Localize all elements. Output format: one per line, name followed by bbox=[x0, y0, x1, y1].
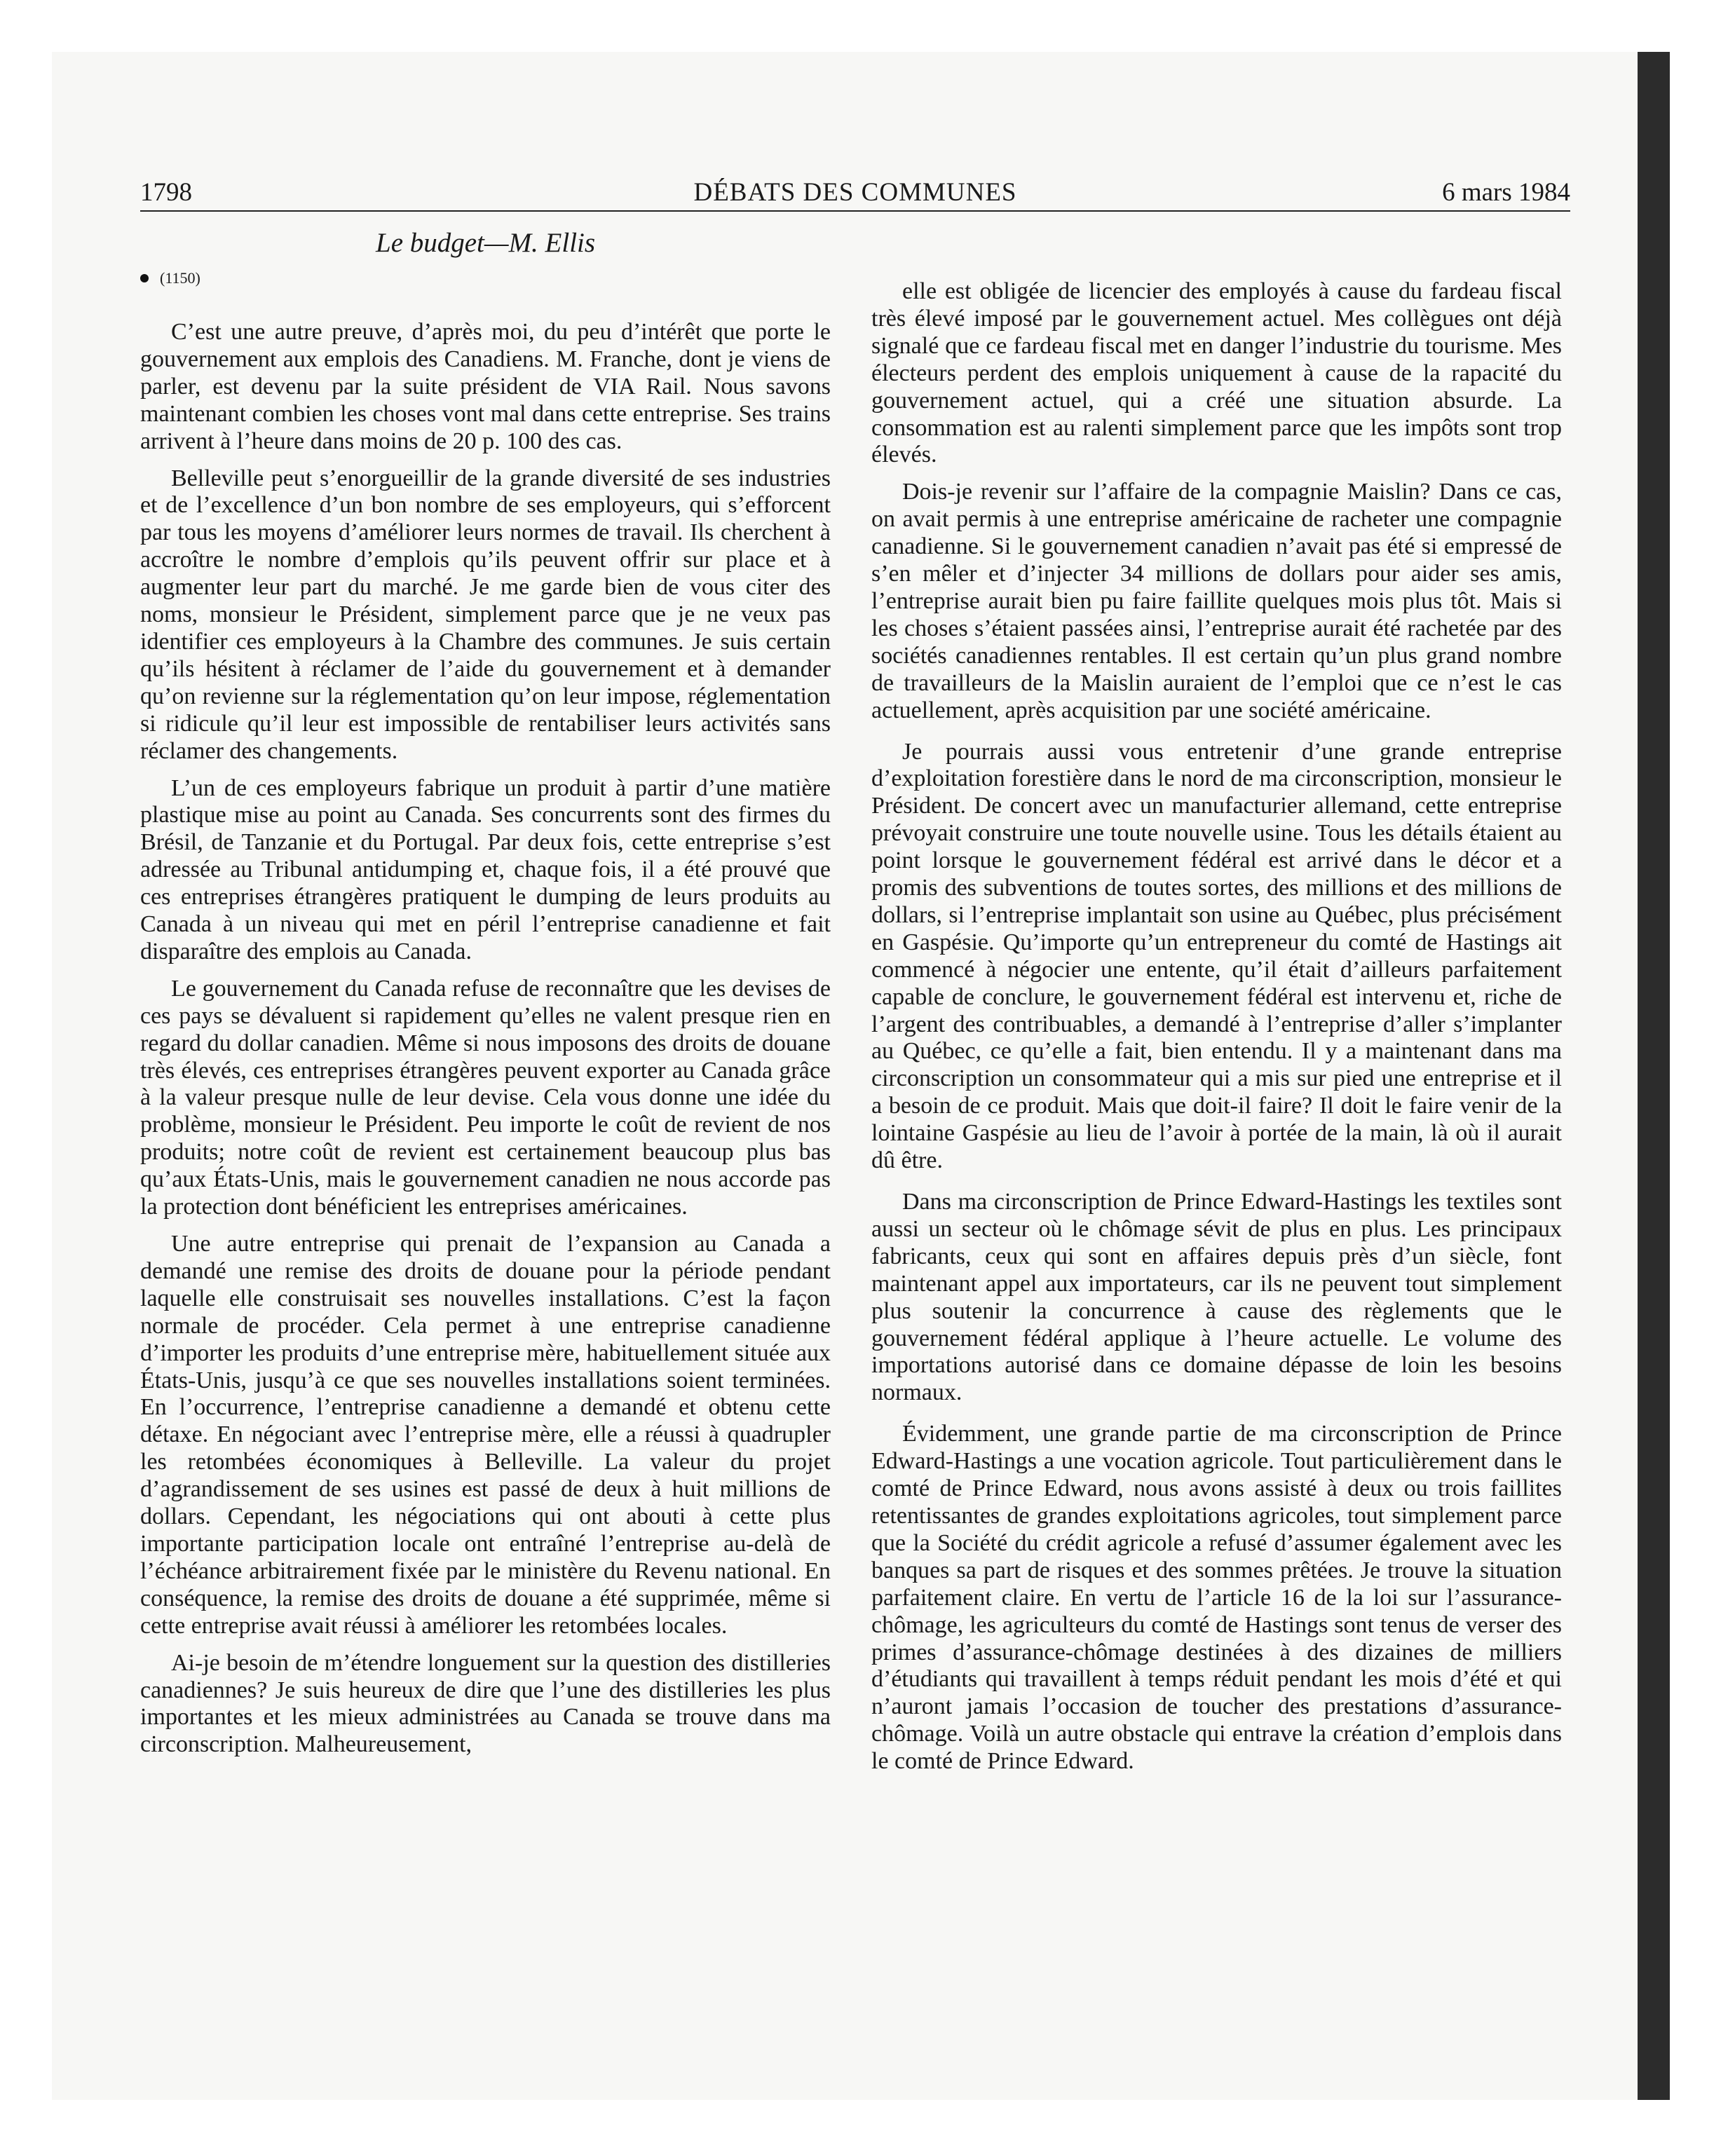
paragraph: Dois-je revenir sur l’affaire de la compagnie Maislin? Dans ce cas, on avait permis à une entreprise américaine de racheter une compagnie canadienne. Si le gouvernement canadien n’avait pas été si empressé de s’en mêler et d’injecter 34 millions de dollars pour aider ses amis, l’entreprise aurait bien pu faire faillite quelques mois plus tôt. Mais si les choses s’étaient passées ainsi, l’entreprise aurait été rachetée par des sociétés canadiennes rentables. Il est certain qu’un plus grand nombre de travailleurs de la Maislin auraient de l’emploi que ce n’est le cas actuellement, après acquisition par une société américaine. bbox=[871, 479, 1562, 723]
paragraph: Une autre entreprise qui prenait de l’expansion au Canada a demandé une remise des droits de douane pour la période pendant laquelle elle construisait ses nouvelles installations. C’est la façon normale de procéder. Cela permet à une entreprise canadienne d’importer les produits d’une entreprise mère, habituellement située aux États-Unis, jusqu’à ce que ses nouvelles installations soient terminées. En l’occurrence, l’entreprise canadienne a demandé et obtenu cette détaxe. En négociant avec l’entreprise mère, elle a réussi à quadrupler les retombées économiques à Belleville. La valeur du projet d’agrandissement de ses usines est passé de deux à huit millions de dollars. Cependant, les négociations qui ont abouti à cette plus importante participation locale ont entraîné l’entreprise au-delà de l’échéance arbitrairement fixée par le ministère du Revenu national. En conséquence, la remise des droits de douane a été supprimée, même si cette entreprise avait réussi à améliorer les retombées locales. bbox=[140, 1231, 831, 1639]
issue-date: 6 mars 1984 bbox=[1442, 178, 1570, 207]
paragraph: Évidemment, une grande partie de ma circonscription de Prince Edward-Hastings a une vocation agricole. Tout particulièrement dans le comté de Prince Edward, nous avons assisté à deux ou trois faillites retentissantes de grandes exploitations agricoles, tout simplement parce que la Société du crédit agricole a refusé d’assumer également avec les banques sa part de risques et des sommes prêtées. Je trouve la situation parfaitement claire. En vertu de l’article 16 de la loi sur l’assurance-chômage, les agriculteurs du comté de Hastings sont tenus de verser des primes d’assurance-chômage destinées à des dizaines de milliers d’étudiants qui travaillent à temps réduit pendant les mois d’été et qui n’auront jamais l’occasion de toucher des prestations d’assurance-chômage. Voilà un autre obstacle qui entrave la création d’emplois dans le comté de Prince Edward. bbox=[871, 1421, 1562, 1775]
paragraph: Ai-je besoin de m’étendre longuement sur la question des distilleries canadiennes? Je suis heureux de dire que l’une des distilleries les plus importantes et les mieux administrées au Canada se trouve dans ma circonscription. Malheureusement, bbox=[140, 1649, 831, 1758]
page-number: 1798 bbox=[140, 178, 192, 207]
bullet-icon bbox=[140, 274, 149, 282]
paragraph: L’un de ces employeurs fabrique un produit à partir d’une matière plastique mise au point au Canada. Ses concurrents sont des firmes du Brésil, de Tanzanie et du Portugal. Par deux fois, cette entreprise s’est adressée au Tribunal antidumping et, chaque fois, il a été prouvé que ces entreprises étrangères pratiquent le dumping de leurs produits au Canada à un niveau qui met en péril l’entreprise canadienne et fait disparaître des emplois au Canada. bbox=[140, 775, 831, 964]
running-header bbox=[140, 175, 1570, 212]
time-marker-label: (1150) bbox=[160, 269, 200, 287]
paragraph: Belleville peut s’enorgueillir de la grande diversité de ses industries et de l’excellence d’un bon nombre de ses employeurs, qui s’efforcent par tous les moyens d’améliorer leurs normes de travail. Ils cherchent à accroître le nombre d’emplois qu’ils peuvent offrir sur place et à augmenter leur part du marché. Je me garde bien de vous citer des noms, monsieur le Président, simplement parce que je ne veux pas identifier ces employeurs à la Chambre des communes. Je suis certain qu’ils hésitent à réclamer de l’aide du gouvernement et à demander qu’on revienne sur la réglementation qu’on leur impose, réglementation si ridicule qu’il leur est impossible de rentabiliser leurs activités sans réclamer des changements. bbox=[140, 465, 831, 764]
left-column bbox=[140, 319, 831, 1768]
scan-border bbox=[1638, 52, 1670, 2100]
right-column bbox=[871, 278, 1562, 1785]
journal-title: DÉBATS DES COMMUNES bbox=[693, 178, 1017, 207]
paragraph: Dans ma circonscription de Prince Edward-Hastings les textiles sont aussi un secteur où le chômage sévit de plus en plus. Les principaux fabricants, ceux qui sont en affaires depuis près d’un siècle, font maintenant appel aux importateurs, car ils ne peuvent tout simplement plus soutenir la concurrence à cause des règlements que le gouvernement fédéral applique à l’heure actuelle. Le volume des importations autorisé dans ce domaine dépasse de loin les besoins normaux. bbox=[871, 1189, 1562, 1406]
time-marker bbox=[140, 268, 200, 289]
paragraph: Je pourrais aussi vous entretenir d’une grande entreprise d’exploitation forestière dans le nord de ma circonscription, monsieur le Président. De concert avec un manufacturier allemand, cette entreprise prévoyait construire une toute nouvelle usine. Tous les détails étaient au point lorsque le gouvernement fédéral est arrivé dans le décor et a promis des subventions de toutes sortes, des millions et des millions de dollars, si l’entreprise implantait son usine au Québec, plus précisément en Gaspésie. Qu’importe qu’un entrepreneur du comté de Hastings ait commencé à négocier une entente, qu’il était d’ailleurs parfaitement capable de conclure, le gouvernement fédéral est intervenu et, riche de l’argent des contribuables, a demandé à l’entreprise d’aller s’implanter au Québec, ce qu’elle a fait, bien entendu. Il y a maintenant dans ma circonscription un consommateur qui a mis sur pied une entreprise et il a besoin de ce produit. Mais que doit-il faire? Il doit le faire venir de la lointaine Gaspésie au lieu de l’avoir à portée de la main, là où il aurait dû être. bbox=[871, 738, 1562, 1174]
paragraph: Le gouvernement du Canada refuse de reconnaître que les devises de ces pays se dévaluent si rapidement qu’elles ne valent presque rien en regard du dollar canadien. Même si nous imposons des droits de douane très élevés, ces entreprises étrangères peuvent exporter au Canada grâce à la valeur presque nulle de leur devise. Cela vous donne une idée du problème, monsieur le Président. Peu importe le coût de revient de nos produits; notre coût de revient est certainement beaucoup plus bas qu’aux États-Unis, mais le gouvernement canadien ne nous accorde pas la protection dont bénéficient les entreprises américaines. bbox=[140, 975, 831, 1220]
section-heading: Le budget—M. Ellis bbox=[376, 228, 596, 258]
paragraph: elle est obligée de licencier des employés à cause du fardeau fiscal très élevé imposé par le gouvernement actuel. Mes collègues ont déjà signalé que ce fardeau fiscal met en danger l’industrie du tourisme. Mes électeurs perdent des emplois uniquement à cause de la rapacité du gouvernement actuel, qui a créé une situation absurde. La consommation est au ralenti simplement parce que les impôts sont trop élevés. bbox=[871, 278, 1562, 468]
paragraph: C’est une autre preuve, d’après moi, du peu d’intérêt que porte le gouvernement aux emplois des Canadiens. M. Franche, dont je viens de parler, est devenu par la suite président de VIA Rail. Nous savons maintenant combien les choses vont mal dans cette entreprise. Ses trains arrivent à l’heure dans moins de 20 p. 100 des cas. bbox=[140, 319, 831, 454]
